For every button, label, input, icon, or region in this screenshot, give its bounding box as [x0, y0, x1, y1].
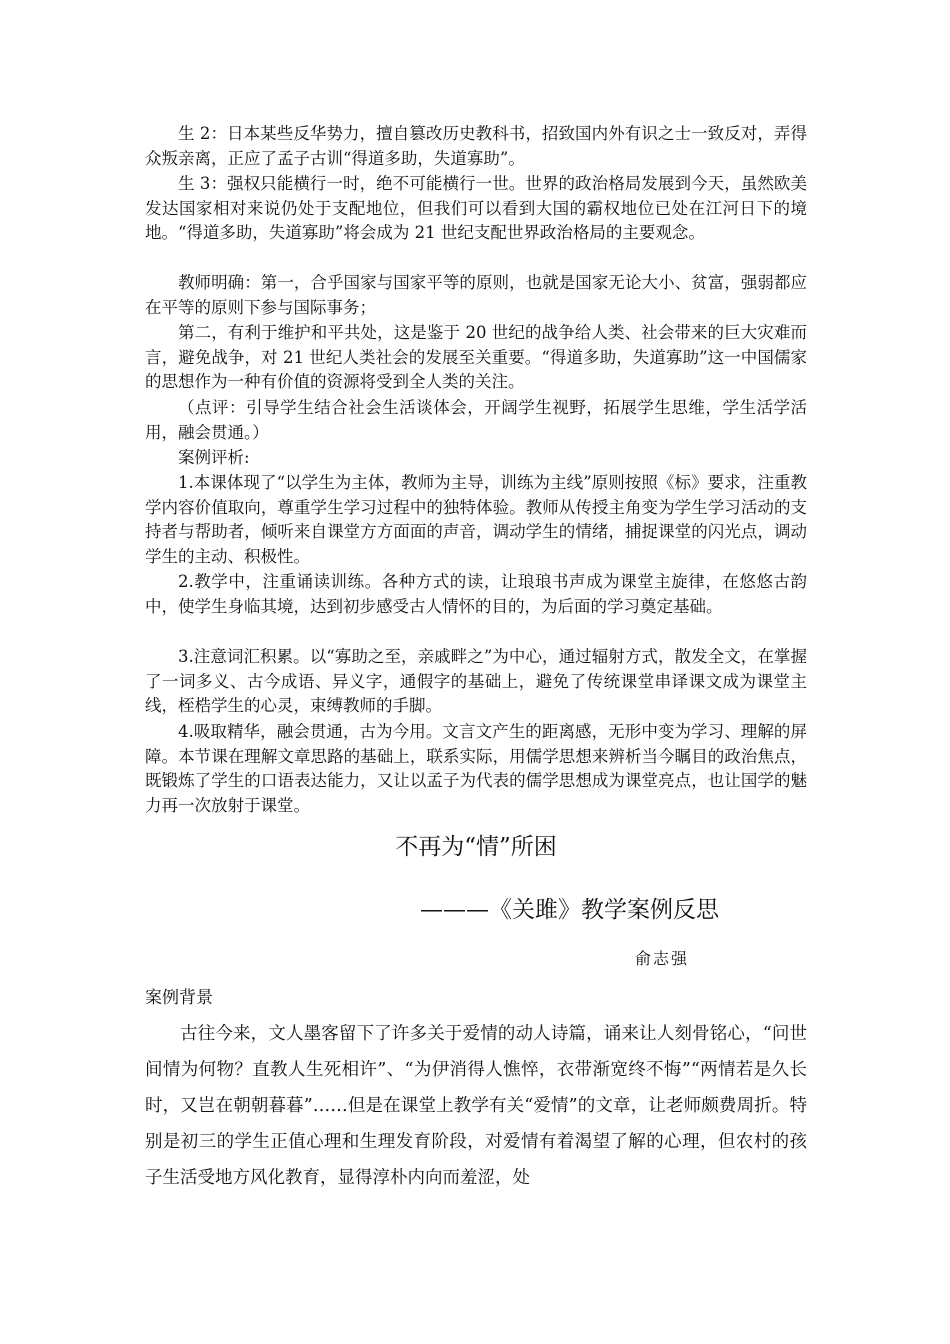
section-heading: 案例背景 [145, 988, 213, 1008]
paragraph-student-3: 生 3：强权只能横行一时，绝不可能横行一世。世界的政治格局发展到今天，虽然欧美发达国家相对来说仍处于支配地位，但我们可以看到大国的霸权地位已处在江河日下的境地。“得道多助，失道寡助”将会成为 21 世纪支配世界政治格局的主要观念。 [145, 174, 807, 243]
article-author: 俞志强 [635, 949, 690, 968]
article-body: 古往今来，文人墨客留下了许多关于爱情的动人诗篇，诵来让人刻骨铭心，“问世间情为何物？直教人生死相许”、“为伊消得人憔悴，衣带渐宽终不悔”“两情若是久长时，又岂在朝朝暮暮”……但是在课堂上教学有关“爱情”的文章，让老师颇费周折。特别是初三的学生正值心理和生理发育阶段，对爱情有着渴望了解的心理，但农村的孩子生活受地方风化教育，显得淳朴内向而羞涩，处 [145, 1024, 807, 1188]
paragraph-teacher-point-2: 第二，有利于维护和平共处，这是鉴于 20 世纪的战争给人类、社会带来的巨大灾难而言，避免战争，对 21 世纪人类社会的发展至关重要。“得道多助，失道寡助”这一中国儒家的思想作为一种有价值的资源将受到全人类的关注。 [145, 323, 807, 392]
article-title: 不再为“情”所困 [395, 834, 557, 860]
paragraph-case-review-heading: 案例评析: [178, 448, 250, 467]
paragraph-comment: （点评：引导学生结合社会生活谈体会，开阔学生视野，拓展学生思维，学生活学活用，融会贯通。） [145, 398, 807, 442]
article-subtitle: ———《关雎》教学案例反思 [420, 897, 719, 923]
paragraph-review-2: 2.教学中，注重诵读训练。各种方式的读，让琅琅书声成为课堂主旋律，在悠悠古韵中，使学生身临其境，达到初步感受古人情怀的目的，为后面的学习奠定基础。 [145, 572, 807, 616]
paragraph-review-3: 3.注意词汇积累。以“寡助之至，亲戚畔之”为中心，通过辐射方式，散发全文，在掌握了一词多义、古今成语、异义字，通假字的基础上，避免了传统课堂串译课文成为课堂主线，桎梏学生的心灵，束缚教师的手脚。 [145, 647, 807, 716]
paragraph-review-4: 4.吸取精华，融会贯通，古为今用。文言文产生的距离感，无形中变为学习、理解的屏障。本节课在理解文章思路的基础上，联系实际，用儒学思想来辨析当今瞩目的政治焦点，既锻炼了学生的口语表达能力，又让以孟子为代表的儒学思想成为课堂亮点，也让国学的魅力再一次放射于课堂。 [145, 722, 807, 815]
paragraph-review-1: 1.本课体现了“以学生为主体，教师为主导，训练为主线”原则按照《标》要求，注重教学内容价值取向，尊重学生学习过程中的独特体验。教师从传授主角变为学生学习活动的支持者与帮助者，倾听来自课堂方方面面的声音，调动学生的情绪，捕捉课堂的闪光点，调动学生的主动、积极性。 [145, 473, 807, 566]
paragraph-student-2: 生 2：日本某些反华势力，擅自篡改历史教科书，招致国内外有识之士一致反对，弄得众叛亲离，正应了孟子古训“得道多助，失道寡助”。 [145, 124, 807, 168]
paragraph-teacher-point-1: 教师明确：第一，合乎国家与国家平等的原则，也就是国家无论大小、贫富，强弱都应在平等的原则下参与国际事务； [145, 273, 807, 317]
